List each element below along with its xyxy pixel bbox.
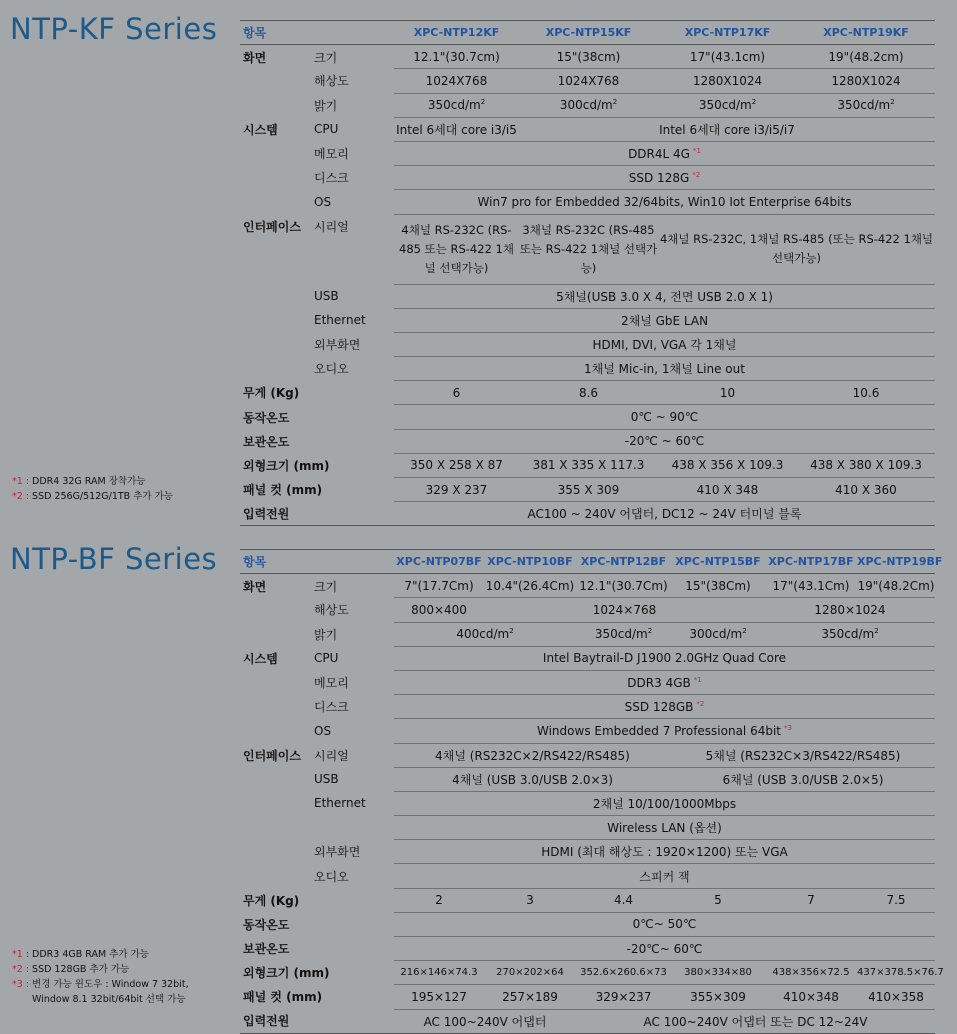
bf-memory-cell [394, 670, 935, 694]
kf-header-row [240, 21, 935, 45]
kf-panel-cut-cell: 410 X 348 [658, 478, 797, 502]
bf-weight-cell: 5 [671, 888, 765, 912]
kf-brightness-cell [658, 93, 797, 117]
bf-footnote-mark: *2 [12, 964, 23, 975]
bf-sub-usb: USB [314, 772, 339, 787]
bf-spec-table [240, 549, 944, 1034]
bf-sub-resolution: 해상도 [314, 603, 349, 618]
kf-row-cpu [240, 117, 935, 141]
bf-row-op-temp [240, 912, 935, 936]
kf-brightness-value: 350cd/m [427, 98, 481, 113]
bf-sub-ethernet: Ethernet [314, 796, 366, 811]
bf-sub-brightness: 밝기 [314, 627, 338, 642]
bf-label-weight: 무게 (Kg) [243, 893, 300, 908]
bf-size-cell: 15"(38Cm) [671, 574, 765, 598]
kf-sub-display: 외부화면 [314, 337, 361, 352]
kf-display-cell: HDMI, DVI, VGA 각 1채널 [394, 332, 935, 356]
bf-power-cell: AC 100~240V 어댑터 [394, 1009, 576, 1033]
bf-os-cell [394, 719, 935, 743]
bf-brightness-value: 300cd/m [689, 627, 743, 642]
kf-serial-cell: 3채널 RS-232C (RS-485 또는 RS-422 1채널 선택가능) [519, 214, 658, 284]
bf-cat-screen: 화면 [243, 579, 267, 594]
kf-footnote-mark: *2 [12, 491, 23, 502]
bf-cat-system: 시스템 [243, 651, 278, 666]
bf-panel-cut-cell: 410×348 [765, 985, 857, 1009]
kf-row-power [240, 502, 935, 526]
kf-brightness-cell [519, 93, 658, 117]
bf-footnote [12, 992, 189, 1007]
kf-cpu-cell: Intel 6세대 core i3/i5 [394, 117, 519, 141]
kf-sub-disk: 디스크 [314, 171, 349, 186]
kf-row-op-temp [240, 405, 935, 429]
bf-disk-value: SSD 128GB [624, 699, 694, 714]
bf-footnote-mark: *1 [12, 949, 23, 960]
kf-row-serial [240, 214, 935, 284]
bf-footnote [12, 962, 189, 977]
bf-footnote-text: : SSD 128GB 추가 가능 [22, 964, 130, 975]
bf-footnote [12, 977, 189, 992]
kf-footnote [12, 489, 173, 504]
bf-row-dimensions [240, 961, 935, 985]
kf-sub-os: OS [314, 194, 332, 209]
bf-row-memory [240, 670, 935, 694]
bf-footnotes [12, 947, 189, 1007]
kf-memory-mark: *1 [692, 146, 701, 155]
bf-serial-cell: 5채널 (RS232C×3/RS422/RS485) [671, 743, 935, 767]
bf-series-title: NTP-BF Series [10, 542, 218, 576]
kf-brightness-sup: 2 [890, 98, 895, 107]
bf-label-storage-temp: 보관온도 [243, 942, 290, 957]
kf-sub-cpu: CPU [314, 122, 339, 137]
kf-footnote-text: : SSD 256G/512G/1TB 추가 가능 [22, 491, 173, 502]
kf-dimensions-cell: 381 X 335 X 117.3 [519, 453, 658, 477]
bf-brightness-value: 350cd/m [821, 627, 875, 642]
kf-power-cell: AC100 ~ 240V 어댑터, DC12 ~ 24V 터미널 블록 [394, 502, 935, 526]
bf-brightness-cell [576, 622, 671, 646]
kf-label-dimensions: 외형크기 (mm) [243, 458, 330, 473]
kf-row-audio [240, 357, 935, 381]
bf-model-header: XPC-NTP15BF [671, 550, 765, 574]
bf-row-brightness [240, 622, 935, 646]
bf-row-disk [240, 695, 935, 719]
bf-footnote [12, 947, 189, 962]
kf-model-header: XPC-NTP15KF [519, 21, 658, 45]
bf-row-ethernet [240, 791, 935, 815]
kf-series-title: NTP-KF Series [10, 12, 218, 46]
bf-row-panel-cut [240, 985, 935, 1009]
bf-model-header: XPC-NTP07BF [394, 550, 484, 574]
kf-sub-audio: 오디오 [314, 362, 349, 377]
bf-weight-cell: 4.4 [576, 888, 671, 912]
bf-brightness-cell [394, 622, 576, 646]
kf-dimensions-cell: 438 X 380 X 109.3 [797, 453, 935, 477]
bf-os-value: Windows Embedded 7 Professional 64bit [537, 723, 782, 738]
bf-panel-cut-cell: 329×237 [576, 985, 671, 1009]
kf-panel-cut-cell: 355 X 309 [519, 478, 658, 502]
bf-weight-cell: 3 [484, 888, 576, 912]
bf-sub-serial: 시리얼 [314, 748, 349, 763]
kf-resolution-cell: 1280X1024 [797, 69, 935, 93]
bf-size-cell: 12.1"(30.7Cm) [576, 574, 671, 598]
bf-storage-temp-cell: -20℃~ 60℃ [394, 937, 935, 961]
bf-sub-memory: 메모리 [314, 676, 349, 691]
kf-label-panel-cut: 패널 컷 (mm) [243, 483, 323, 498]
bf-memory-mark: *1 [693, 675, 702, 684]
kf-resolution-cell: 1024X768 [519, 69, 658, 93]
bf-label-power: 입력전원 [240, 1009, 394, 1033]
kf-size-cell: 15"(38cm) [519, 45, 658, 69]
kf-os-cell: Win7 pro for Embedded 32/64bits, Win10 Iot Enterprise 64bits [394, 190, 935, 214]
kf-sub-resolution: 해상도 [314, 74, 349, 89]
kf-sub-serial: 시리얼 [314, 220, 349, 234]
kf-row-ethernet [240, 308, 935, 332]
kf-label-power: 입력전원 [240, 502, 394, 526]
kf-model-header: XPC-NTP12KF [394, 21, 519, 45]
bf-header-label: 항목 [240, 550, 394, 574]
bf-sub-os: OS [314, 723, 332, 738]
bf-row-audio [240, 864, 935, 888]
kf-brightness-value: 350cd/m [837, 98, 891, 113]
kf-cat-interface: 인터페이스 [243, 220, 301, 234]
bf-row-storage-temp [240, 937, 935, 961]
bf-dimensions-cell: 380×334×80 [671, 961, 765, 985]
bf-dimensions-cell: 216×146×74.3 [394, 961, 484, 985]
bf-brightness-value: 400cd/m [456, 627, 510, 642]
kf-memory-cell [394, 141, 935, 165]
kf-row-usb [240, 284, 935, 308]
bf-panel-cut-cell: 257×189 [484, 985, 576, 1009]
bf-size-cell: 10.4"(26.4Cm) [484, 574, 576, 598]
bf-size-cell: 19"(48.2Cm) [857, 574, 935, 598]
bf-dimensions-cell: 437×378.5×76.7 [857, 961, 935, 985]
bf-weight-cell: 7 [765, 888, 857, 912]
bf-brightness-sup: 2 [742, 627, 747, 636]
kf-row-storage-temp [240, 429, 935, 453]
kf-row-size [240, 45, 935, 69]
kf-resolution-cell: 1280X1024 [658, 69, 797, 93]
kf-row-resolution [240, 69, 935, 93]
bf-dimensions-cell: 270×202×64 [484, 961, 576, 985]
bf-panel-cut-cell: 195×127 [394, 985, 484, 1009]
bf-model-header: XPC-NTP12BF [576, 550, 671, 574]
kf-spec-table [240, 20, 935, 526]
bf-footnote-text: : 변경 가능 윈도우 : Window 7 32bit, [22, 979, 189, 990]
kf-sub-usb: USB [314, 289, 339, 304]
bf-dimensions-cell: 352.6×260.6×73 [576, 961, 671, 985]
bf-display-cell: HDMI (최대 해상도 : 1920×1200) 또는 VGA [394, 840, 935, 864]
bf-os-mark: *3 [784, 723, 792, 732]
bf-sub-cpu: CPU [314, 651, 339, 666]
kf-label-weight: 무게 (Kg) [243, 386, 300, 401]
kf-weight-cell: 8.6 [519, 381, 658, 405]
kf-size-cell: 12.1"(30.7cm) [394, 45, 519, 69]
kf-serial-cell: 4채널 RS-232C (RS-485 또는 RS-422 1채널 선택가능) [394, 214, 519, 284]
bf-disk-cell [394, 695, 935, 719]
kf-size-cell: 19"(48.2cm) [797, 45, 935, 69]
bf-row-cpu [240, 646, 935, 670]
kf-sub-brightness: 밝기 [314, 98, 338, 113]
bf-resolution-cell: 1024×768 [484, 598, 765, 622]
kf-cat-screen: 화면 [243, 50, 267, 65]
bf-size-cell: 7"(17.7Cm) [394, 574, 484, 598]
kf-brightness-value: 300cd/m [559, 98, 613, 113]
bf-footnote-text: Window 8.1 32bit/64bit 선택 가능 [32, 994, 186, 1005]
bf-resolution-cell: 1280×1024 [765, 598, 935, 622]
kf-size-cell: 17"(43.1cm) [658, 45, 797, 69]
kf-memory-value: DDR4L 4G [628, 146, 690, 161]
kf-row-os [240, 190, 935, 214]
kf-ethernet-cell: 2채널 GbE LAN [394, 308, 935, 332]
kf-cpu-cell: Intel 6세대 core i3/i5/i7 [519, 117, 935, 141]
bf-cat-interface: 인터페이스 [243, 748, 301, 763]
bf-row-weight [240, 888, 935, 912]
kf-row-display [240, 332, 935, 356]
kf-footnotes [12, 474, 173, 504]
bf-power-cell: AC 100~240V 어댑터 또는 DC 12~24V [576, 1009, 935, 1033]
bf-audio-cell: 스피커 잭 [394, 864, 935, 888]
bf-row-size [240, 574, 935, 598]
bf-row-serial [240, 743, 935, 767]
kf-storage-temp-cell: -20℃ ~ 60℃ [394, 429, 935, 453]
bf-row-wireless [240, 816, 935, 840]
bf-memory-value: DDR3 4GB [627, 675, 691, 690]
bf-brightness-sup: 2 [509, 627, 514, 636]
kf-panel-cut-cell: 410 X 360 [797, 478, 935, 502]
bf-sub-display: 외부화면 [314, 845, 361, 860]
bf-weight-cell: 7.5 [857, 888, 935, 912]
bf-usb-cell: 6채널 (USB 3.0/USB 2.0×5) [671, 767, 935, 791]
kf-disk-cell [394, 166, 935, 190]
bf-size-cell: 17"(43.1Cm) [765, 574, 857, 598]
kf-row-weight [240, 381, 935, 405]
bf-panel-cut-cell: 355×309 [671, 985, 765, 1009]
bf-model-header: XPC-NTP19BF [857, 550, 935, 574]
kf-row-panel-cut [240, 478, 935, 502]
bf-cpu-cell: Intel Baytrail-D J1900 2.0GHz Quad Core [394, 646, 935, 670]
kf-model-header: XPC-NTP17KF [658, 21, 797, 45]
bf-usb-cell: 4채널 (USB 3.0/USB 2.0×3) [394, 767, 671, 791]
kf-brightness-sup: 2 [480, 98, 486, 107]
kf-sub-ethernet: Ethernet [314, 313, 366, 328]
kf-panel-cut-cell: 329 X 237 [394, 478, 519, 502]
kf-row-brightness [240, 93, 935, 117]
kf-audio-cell: 1채널 Mic-in, 1채널 Line out [394, 357, 935, 381]
kf-disk-value: SSD 128G [628, 170, 690, 185]
bf-ethernet-cell: 2채널 10/100/1000Mbps [394, 791, 935, 815]
bf-resolution-cell: 800×400 [394, 598, 484, 622]
bf-sub-disk: 디스크 [314, 700, 349, 715]
kf-row-dimensions [240, 453, 935, 477]
bf-dimensions-cell: 438×356×72.5 [765, 961, 857, 985]
kf-dimensions-cell: 438 X 356 X 109.3 [658, 453, 797, 477]
bf-op-temp-cell: 0℃~ 50℃ [394, 912, 935, 936]
bf-brightness-sup: 2 [874, 627, 879, 636]
kf-header-label: 항목 [240, 21, 394, 45]
bf-model-header: XPC-NTP17BF [765, 550, 857, 574]
bf-sub-audio: 오디오 [314, 869, 349, 884]
bf-label-panel-cut: 패널 컷 (mm) [243, 990, 323, 1005]
bf-footnote-text: : DDR3 4GB RAM 추가 가능 [22, 949, 149, 960]
kf-footnote-text: : DDR4 32G RAM 장착가능 [22, 476, 146, 487]
kf-label-storage-temp: 보관온도 [243, 434, 290, 449]
kf-brightness-sup: 2 [612, 98, 618, 107]
kf-brightness-value: 350cd/m [698, 98, 752, 113]
bf-weight-cell: 2 [394, 888, 484, 912]
kf-footnote-mark: *1 [12, 476, 23, 487]
kf-dimensions-cell: 350 X 258 X 87 [394, 453, 519, 477]
kf-weight-cell: 10.6 [797, 381, 935, 405]
kf-model-header: XPC-NTP19KF [797, 21, 935, 45]
kf-sub-size: 크기 [314, 50, 338, 65]
bf-label-op-temp: 동작온도 [243, 917, 290, 932]
kf-weight-cell: 6 [394, 381, 519, 405]
bf-serial-cell: 4채널 (RS232C×2/RS422/RS485) [394, 743, 671, 767]
kf-sub-memory: 메모리 [314, 147, 349, 162]
bf-row-power [240, 1009, 935, 1033]
bf-model-header: XPC-NTP10BF [484, 550, 576, 574]
bf-sub-size: 크기 [314, 579, 338, 594]
kf-disk-mark: *2 [692, 170, 701, 179]
kf-brightness-cell [394, 93, 519, 117]
kf-weight-cell: 10 [658, 381, 797, 405]
kf-brightness-cell [797, 93, 935, 117]
kf-op-temp-cell: 0℃ ~ 90℃ [394, 405, 935, 429]
bf-row-resolution [240, 598, 935, 622]
kf-footnote [12, 474, 173, 489]
bf-row-usb [240, 767, 935, 791]
bf-row-display [240, 840, 935, 864]
kf-serial-cell: 4채널 RS-232C, 1채널 RS-485 (또는 RS-422 1채널 선택가능) [658, 214, 935, 284]
bf-brightness-value: 350cd/m [594, 627, 648, 642]
kf-cat-system: 시스템 [243, 122, 278, 137]
bf-header-row [240, 550, 935, 574]
bf-brightness-cell [671, 622, 765, 646]
kf-label-op-temp: 동작온도 [243, 410, 290, 425]
bf-row-os [240, 719, 935, 743]
bf-brightness-cell [765, 622, 935, 646]
bf-footnote-mark: *3 [12, 979, 23, 990]
bf-label-dimensions: 외형크기 (mm) [243, 966, 330, 981]
bf-panel-cut-cell: 410×358 [857, 985, 935, 1009]
bf-brightness-sup: 2 [647, 627, 653, 636]
kf-row-disk [240, 166, 935, 190]
kf-brightness-sup: 2 [751, 98, 757, 107]
bf-wireless-cell: Wireless LAN (옵션) [394, 816, 935, 840]
kf-resolution-cell: 1024X768 [394, 69, 519, 93]
bf-disk-mark: *2 [696, 699, 705, 708]
kf-row-memory [240, 141, 935, 165]
kf-usb-cell: 5채널(USB 3.0 X 4, 전면 USB 2.0 X 1) [394, 284, 935, 308]
